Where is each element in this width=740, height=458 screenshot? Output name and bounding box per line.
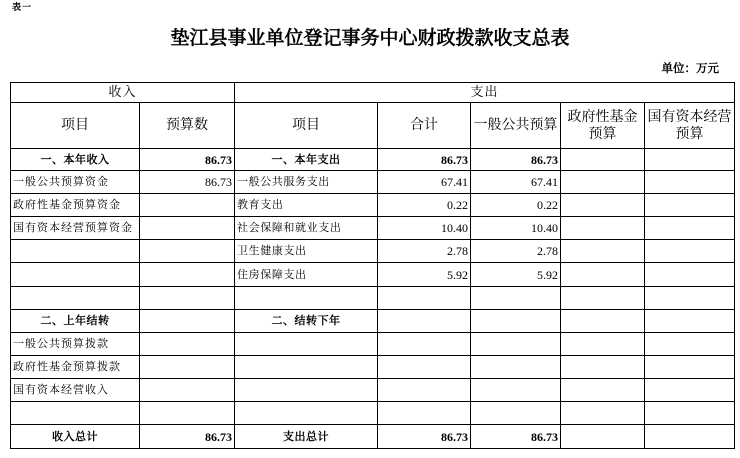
fund-budget-cell bbox=[561, 333, 645, 356]
fund-budget-cell bbox=[561, 402, 645, 425]
fund-budget-cell bbox=[561, 379, 645, 402]
expense-item-cell: 教育支出 bbox=[235, 194, 378, 217]
state-capital-budget-cell bbox=[645, 333, 735, 356]
column-header-state-capital-budget-label: 国有资本经营预算 bbox=[647, 108, 732, 142]
fund-budget-cell bbox=[561, 425, 645, 449]
income-item-cell: 国有资本经营收入 bbox=[11, 379, 140, 402]
income-item-cell: 一般公共预算资金 bbox=[11, 171, 140, 194]
income-amount-cell bbox=[140, 402, 235, 425]
general-budget-cell: 5.92 bbox=[471, 263, 561, 287]
column-header-fund-budget-label: 政府性基金预算 bbox=[567, 108, 638, 142]
general-budget-cell bbox=[471, 287, 561, 310]
general-budget-cell: 2.78 bbox=[471, 240, 561, 263]
general-budget-cell bbox=[471, 310, 561, 333]
fund-budget-cell bbox=[561, 310, 645, 333]
expense-item-cell bbox=[235, 402, 378, 425]
state-capital-budget-cell bbox=[645, 171, 735, 194]
table-row bbox=[11, 333, 735, 356]
income-amount-cell: 86.73 bbox=[140, 171, 235, 194]
state-capital-budget-cell bbox=[645, 425, 735, 449]
total-cell: 2.78 bbox=[378, 240, 471, 263]
column-header-state-capital-budget bbox=[645, 103, 735, 149]
general-budget-cell bbox=[471, 402, 561, 425]
fund-budget-cell bbox=[561, 194, 645, 217]
total-cell: 86.73 bbox=[378, 149, 471, 171]
general-budget-cell: 0.22 bbox=[471, 194, 561, 217]
fund-budget-cell bbox=[561, 149, 645, 171]
fund-budget-cell bbox=[561, 171, 645, 194]
expense-item-cell: 一般公共服务支出 bbox=[235, 171, 378, 194]
state-capital-budget-cell bbox=[645, 263, 735, 287]
income-amount-cell bbox=[140, 263, 235, 287]
column-header-general-budget: 一般公共预算 bbox=[471, 103, 561, 149]
income-item-cell bbox=[11, 402, 140, 425]
general-budget-cell: 86.73 bbox=[471, 149, 561, 171]
expense-item-cell: 一、本年支出 bbox=[235, 149, 378, 171]
budget-table bbox=[10, 82, 735, 449]
state-capital-budget-cell bbox=[645, 356, 735, 379]
general-budget-cell bbox=[471, 379, 561, 402]
income-item-cell: 一、本年收入 bbox=[11, 149, 140, 171]
income-item-cell: 政府性基金预算拨款 bbox=[11, 356, 140, 379]
state-capital-budget-cell bbox=[645, 149, 735, 171]
expense-group-header: 支出 bbox=[235, 83, 735, 103]
expense-item-cell: 住房保障支出 bbox=[235, 263, 378, 287]
total-cell: 86.73 bbox=[378, 425, 471, 449]
fund-budget-cell bbox=[561, 217, 645, 240]
income-amount-cell: 86.73 bbox=[140, 149, 235, 171]
income-amount-cell bbox=[140, 333, 235, 356]
table-body bbox=[11, 149, 735, 449]
table-row bbox=[11, 379, 735, 402]
income-amount-cell bbox=[140, 310, 235, 333]
general-budget-cell: 10.40 bbox=[471, 217, 561, 240]
total-cell: 5.92 bbox=[378, 263, 471, 287]
table-row bbox=[11, 310, 735, 333]
state-capital-budget-cell bbox=[645, 402, 735, 425]
income-amount-cell bbox=[140, 356, 235, 379]
table-row bbox=[11, 240, 735, 263]
table-number-label: 表一 bbox=[12, 3, 33, 13]
column-header-income-amount: 预算数 bbox=[140, 103, 235, 149]
column-header-expense-item: 项目 bbox=[235, 103, 378, 149]
fund-budget-cell bbox=[561, 263, 645, 287]
total-cell bbox=[378, 379, 471, 402]
total-cell bbox=[378, 356, 471, 379]
general-budget-cell: 86.73 bbox=[471, 425, 561, 449]
state-capital-budget-cell bbox=[645, 287, 735, 310]
expense-item-cell: 卫生健康支出 bbox=[235, 240, 378, 263]
general-budget-cell: 67.41 bbox=[471, 171, 561, 194]
income-amount-cell bbox=[140, 240, 235, 263]
total-cell bbox=[378, 402, 471, 425]
income-item-cell bbox=[11, 263, 140, 287]
expense-item-cell bbox=[235, 287, 378, 310]
income-item-cell: 二、上年结转 bbox=[11, 310, 140, 333]
total-cell: 10.40 bbox=[378, 217, 471, 240]
expense-item-cell: 二、结转下年 bbox=[235, 310, 378, 333]
column-header-total: 合计 bbox=[378, 103, 471, 149]
expense-item-cell: 支出总计 bbox=[235, 425, 378, 449]
income-amount-cell bbox=[140, 379, 235, 402]
table-row bbox=[11, 356, 735, 379]
unit-label: 单位：万元 bbox=[661, 61, 719, 75]
total-cell bbox=[378, 310, 471, 333]
group-header-row bbox=[11, 83, 735, 103]
income-amount-cell bbox=[140, 287, 235, 310]
general-budget-cell bbox=[471, 356, 561, 379]
table-row bbox=[11, 287, 735, 310]
expense-item-cell: 社会保障和就业支出 bbox=[235, 217, 378, 240]
expense-item-cell bbox=[235, 356, 378, 379]
income-amount-cell bbox=[140, 217, 235, 240]
expense-item-cell bbox=[235, 379, 378, 402]
table-row bbox=[11, 217, 735, 240]
table-row bbox=[11, 425, 735, 449]
table-row bbox=[11, 263, 735, 287]
table-row bbox=[11, 402, 735, 425]
state-capital-budget-cell bbox=[645, 379, 735, 402]
total-cell: 0.22 bbox=[378, 194, 471, 217]
table-row bbox=[11, 194, 735, 217]
income-item-cell: 一般公共预算拨款 bbox=[11, 333, 140, 356]
state-capital-budget-cell bbox=[645, 310, 735, 333]
income-amount-cell: 86.73 bbox=[140, 425, 235, 449]
state-capital-budget-cell bbox=[645, 194, 735, 217]
income-group-header: 收入 bbox=[11, 83, 235, 103]
income-amount-cell bbox=[140, 194, 235, 217]
fund-budget-cell bbox=[561, 240, 645, 263]
total-cell bbox=[378, 333, 471, 356]
total-cell: 67.41 bbox=[378, 171, 471, 194]
general-budget-cell bbox=[471, 333, 561, 356]
fund-budget-cell bbox=[561, 356, 645, 379]
income-item-cell bbox=[11, 240, 140, 263]
state-capital-budget-cell bbox=[645, 240, 735, 263]
income-item-cell: 政府性基金预算资金 bbox=[11, 194, 140, 217]
income-item-cell bbox=[11, 287, 140, 310]
table-row bbox=[11, 149, 735, 171]
column-header-income-item: 项目 bbox=[11, 103, 140, 149]
income-item-cell: 国有资本经营预算资金 bbox=[11, 217, 140, 240]
column-header-row bbox=[11, 103, 735, 149]
table-row bbox=[11, 171, 735, 194]
state-capital-budget-cell bbox=[645, 217, 735, 240]
fund-budget-cell bbox=[561, 287, 645, 310]
page-title: 垫江县事业单位登记事务中心财政拨款收支总表 bbox=[170, 27, 570, 49]
expense-item-cell bbox=[235, 333, 378, 356]
income-item-cell: 收入总计 bbox=[11, 425, 140, 449]
total-cell bbox=[378, 287, 471, 310]
column-header-fund-budget bbox=[561, 103, 645, 149]
